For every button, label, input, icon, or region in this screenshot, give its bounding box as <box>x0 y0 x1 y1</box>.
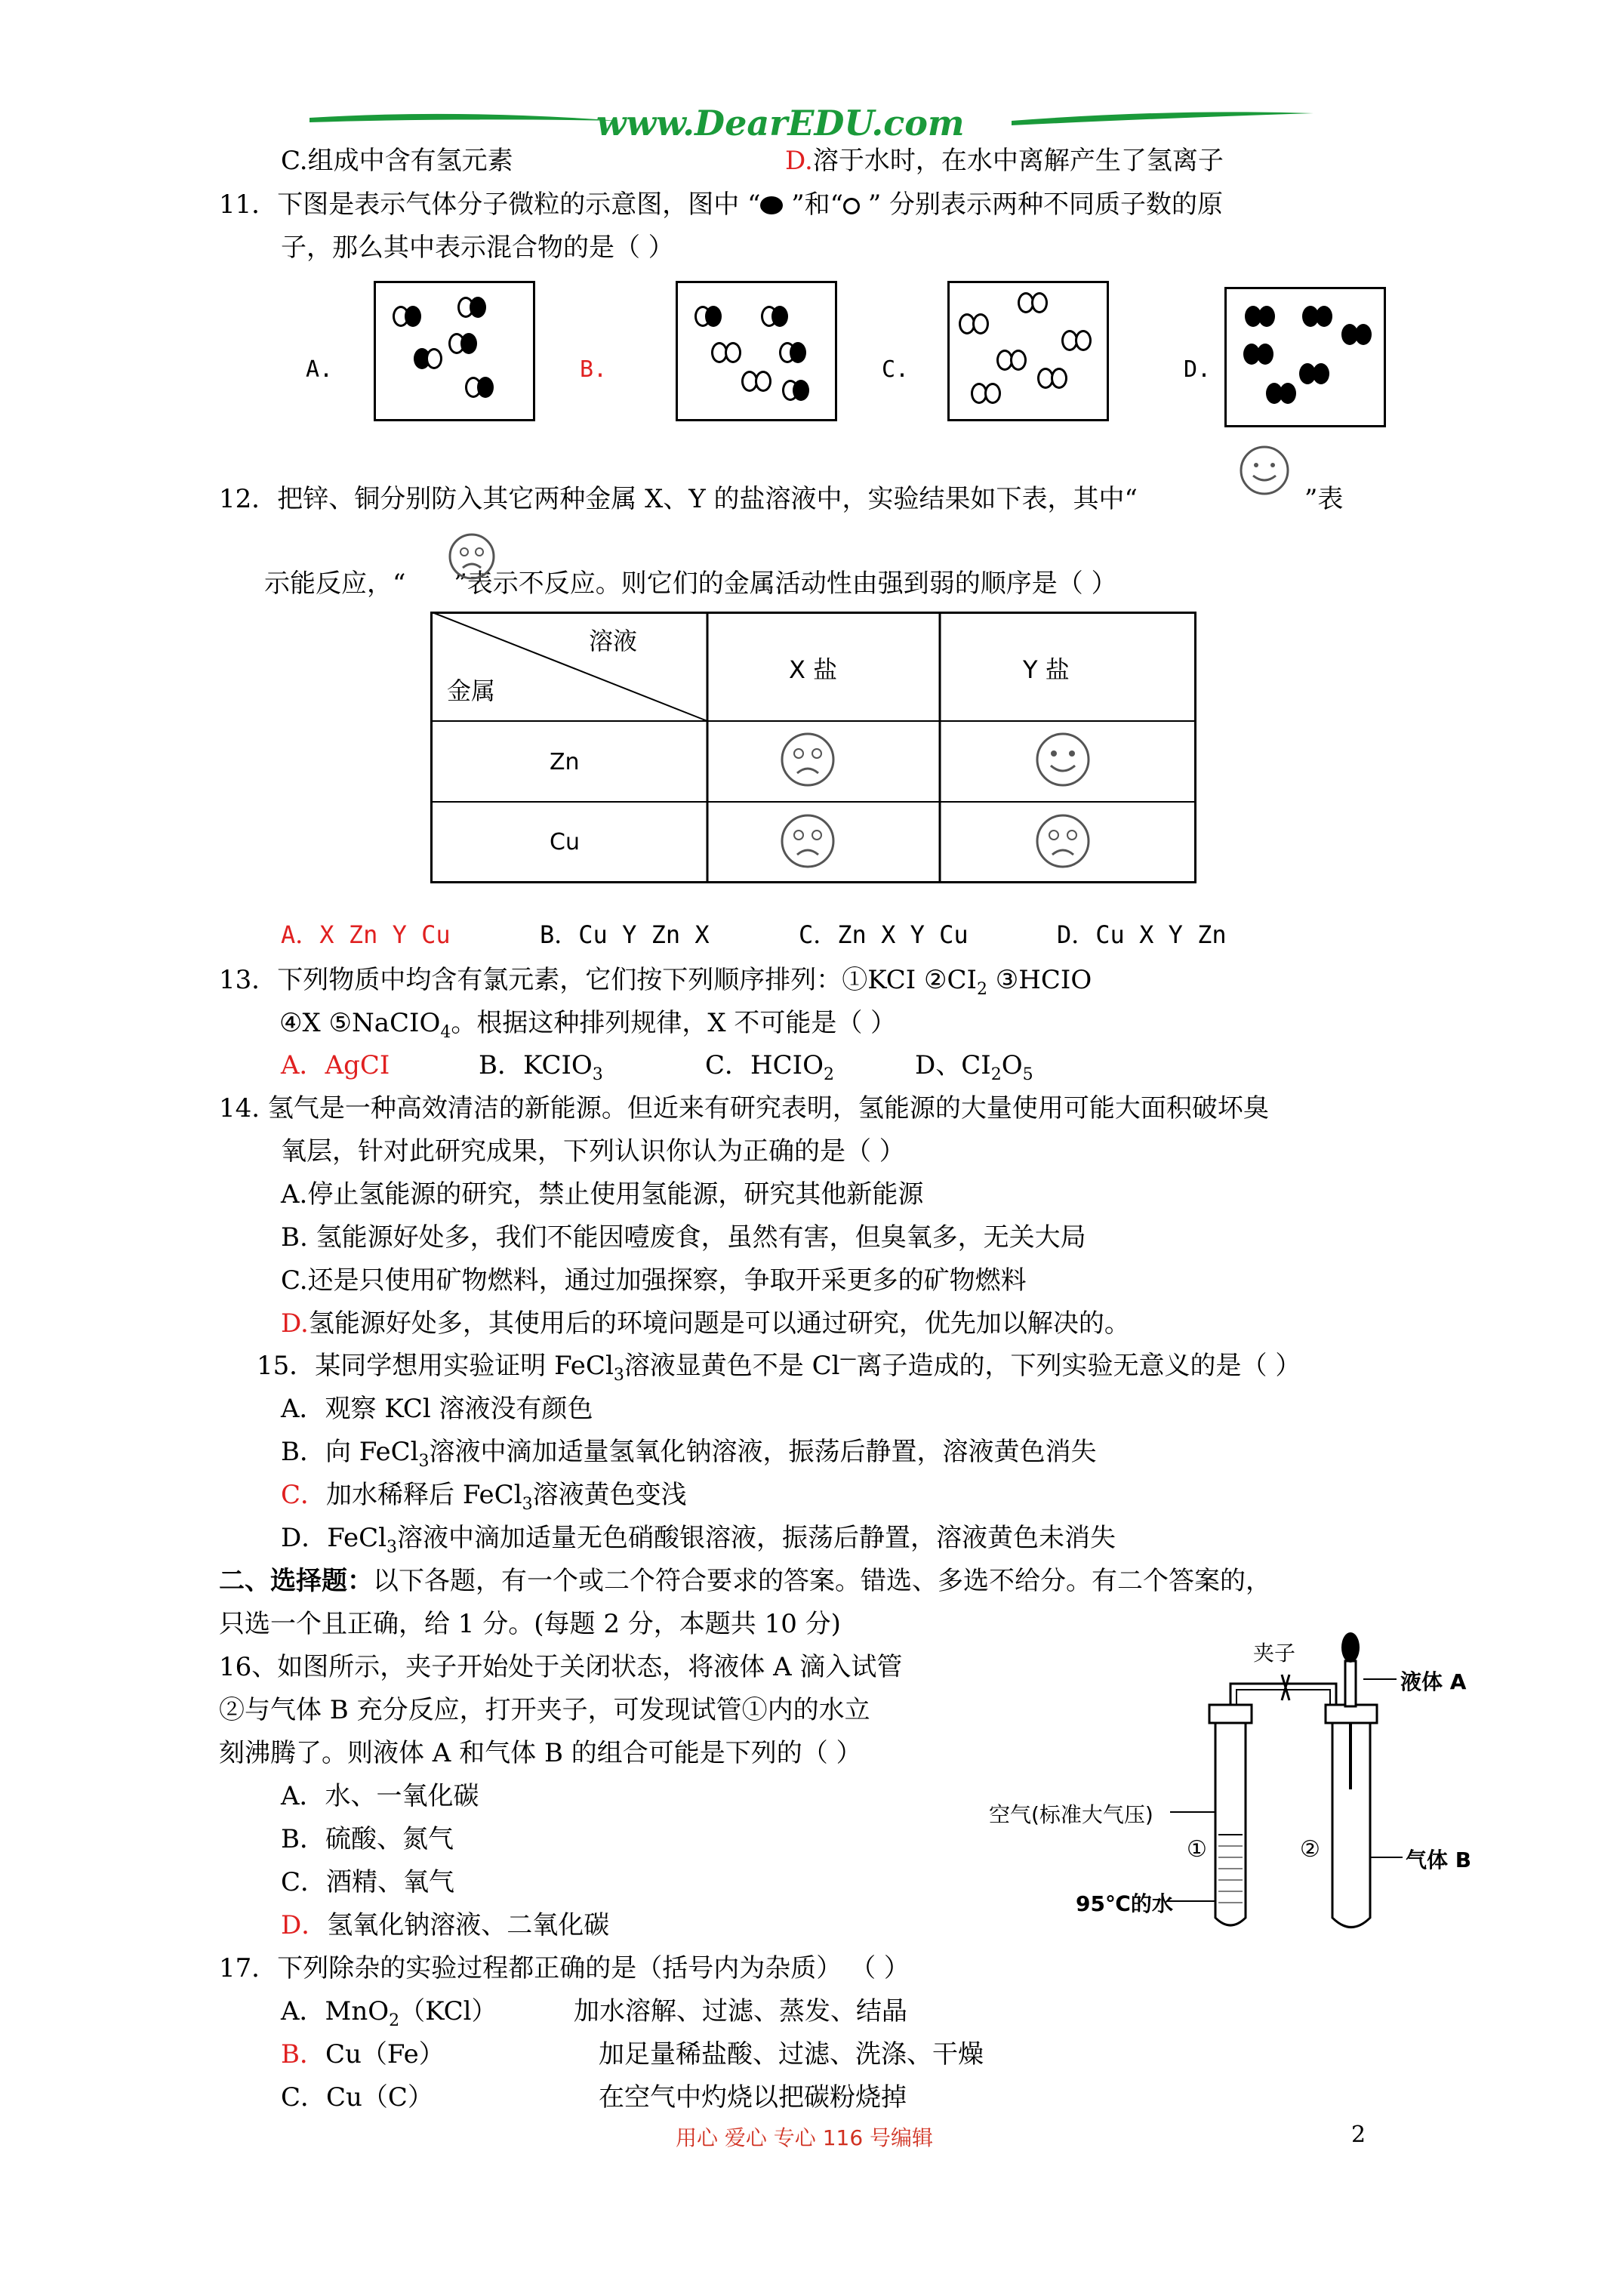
q16-apparatus-drawing <box>989 1631 1472 1933</box>
q14-option-d-text: 氢能源好处多，其使用后的环境问题是可以通过研究，优先加以解决的。 <box>308 1308 1130 1339</box>
q14-stem-line2: 氧层，针对此研究成果，下列认识你认为正确的是（ ） <box>281 1136 905 1166</box>
q12-stem-part2: ”表 <box>1304 484 1344 514</box>
q16-apparatus-figure <box>989 1631 1472 1933</box>
logo-text: www.DearEDU.com <box>596 103 965 143</box>
q16-option-d-text: 氢氧化钠溶液、二氧化碳 <box>327 1910 610 1940</box>
q16-stem-line3: 刻沸腾了。则液体 A 和气体 B 的组合可能是下列的（ ） <box>219 1738 862 1768</box>
q11-stem-part2: ”和“ <box>783 190 844 220</box>
q13-option-b-text: B．KCIO <box>479 1050 593 1080</box>
q11-stem-part1: 11．下图是表示气体分子微粒的示意图，图中 “ <box>219 190 761 220</box>
q13-option-d <box>915 1050 1033 1084</box>
q17-stem: 17．下列除杂的实验过程都正确的是（括号内为杂质） （ ） <box>219 1953 910 1983</box>
q12-table-corner-solution: 溶液 <box>589 627 638 655</box>
section2-instructions-line2: 只选一个且正确，给 1 分。(每题 2 分，本题共 10 分) <box>219 1609 841 1639</box>
q14-option-d <box>281 1302 1130 1339</box>
q12-option-a: A．X Zn Y Cu <box>281 920 451 949</box>
q15-stem-part2: 溶液显黄色不是 Cl <box>624 1351 840 1381</box>
q12-option-b: B．Cu Y Zn X <box>540 920 710 949</box>
q13-stem1-end: ③HCIO <box>987 965 1092 995</box>
q11-label-d: D. <box>1184 356 1212 383</box>
q13-option-c <box>705 1044 915 1084</box>
q14-option-c: C.还是只使用矿物燃料，通过加强探察，争取开采更多的矿物燃料 <box>281 1265 1027 1296</box>
q13-option-c-text: C．HCIO <box>705 1050 824 1080</box>
smiley-face-icon <box>1238 444 1291 497</box>
section2-instructions-line1: 以下各题，有一个或二个符合要求的答案。错选、多选不给分。有二个答案的， <box>373 1566 1271 1596</box>
q14-option-b: B. 氢能源好处多，我们不能因噎废食，虽然有害，但臭氧多，无关大局 <box>281 1222 1086 1253</box>
q15-option-c-part1: 加水稀释后 FeCl <box>326 1480 522 1510</box>
q11-box-c <box>947 281 1109 421</box>
q15-option-c-sub: 3 <box>522 1495 533 1514</box>
q16-label-liquid-a: 液体 A <box>1400 1669 1467 1694</box>
q11-box-d <box>1224 287 1386 427</box>
q17-option-a-part1: A．MnO <box>281 1996 390 2026</box>
q15-option-d-part2: 溶液中滴加适量无色硝酸银溶液，振荡后静置，溶液黄色未消失 <box>397 1523 1116 1553</box>
q16-label-tube1: ① <box>1187 1836 1207 1863</box>
q15-stem-sup: — <box>839 1349 857 1368</box>
header-logo <box>302 103 1321 143</box>
q12-stem-line2 <box>264 562 1117 599</box>
q13-option-d-sub1: 2 <box>990 1065 1002 1084</box>
q15-option-b-sub: 3 <box>418 1452 430 1471</box>
q13-option-d-sub2: 5 <box>1022 1065 1033 1084</box>
q14-option-d-letter: D. <box>281 1308 309 1339</box>
q11-label-c: C. <box>882 356 910 383</box>
q13-options <box>281 1044 1033 1084</box>
q11-stem-line1 <box>219 183 1223 220</box>
q13-option-d-o: O <box>1001 1050 1023 1080</box>
sad-face-icon <box>779 812 836 870</box>
q16-option-a: A．水、一氧化碳 <box>281 1781 479 1811</box>
q13-option-b <box>479 1044 705 1084</box>
q10-option-d-letter: D. <box>785 146 813 176</box>
sad-face-icon <box>779 731 836 788</box>
q12-table-header-x-salt: X 盐 <box>789 655 838 684</box>
q16-option-d <box>281 1904 609 1941</box>
q12-stem2-part1: 示能反应，“ <box>264 569 406 599</box>
smiley-face-icon <box>1034 731 1092 788</box>
q11-stem-part3: ” 分别表示两种不同质子数的原 <box>860 190 1224 220</box>
q12-option-d: D．Cu X Y Zn <box>1057 920 1227 949</box>
q10-option-d-text: 溶于水时，在水中离解产生了氢离子 <box>812 146 1224 176</box>
q13-stem2-sub: 4 <box>440 1023 451 1042</box>
q13-stem2-text: ④X ⑤NaCIO <box>279 1008 441 1038</box>
q15-option-a: A．观察 KCl 溶液没有颜色 <box>281 1394 593 1424</box>
q15-option-b-part2: 溶液中滴加适量氢氧化钠溶液，振荡后静置，溶液黄色消失 <box>429 1437 1097 1467</box>
q17-option-c: C．Cu（C） <box>281 2082 433 2113</box>
q15-stem <box>257 1345 1301 1385</box>
q13-option-b-sub: 3 <box>592 1065 603 1084</box>
q15-option-d-part1: D．FeCl <box>281 1523 387 1553</box>
q13-option-a: A．AgCI <box>281 1050 390 1080</box>
q14-option-a: A.停止氢能源的研究，禁止使用氢能源，研究其他新能源 <box>281 1179 924 1210</box>
q11-label-a: A. <box>306 356 334 383</box>
q16-label-tube2: ② <box>1300 1836 1320 1863</box>
q16-label-water: 95℃的水 <box>1076 1891 1173 1916</box>
q15-option-d-sub: 3 <box>387 1538 398 1557</box>
q12-table-row-cu: Cu <box>550 829 580 855</box>
sad-face-icon <box>447 532 497 581</box>
sad-face-icon <box>1034 812 1092 870</box>
q12-table-header-y-salt: Y 盐 <box>1023 655 1070 684</box>
q15-stem-part3: 离子造成的，下列实验无意义的是（ ） <box>856 1351 1301 1381</box>
page-number: 2 <box>1351 2122 1366 2148</box>
q13-stem1-sub: 2 <box>976 980 987 999</box>
q13-stem-line2 <box>279 1002 896 1042</box>
q17-option-b-method: 加足量稀盐酸、过滤、洗涤、干燥 <box>599 2039 984 2069</box>
q14-stem-line1: 14. 氢气是一种高效清洁的新能源。但近来有研究表明，氢能源的大量使用可能大面积破坏臭 <box>219 1093 1269 1123</box>
q12-stem-line1 <box>219 478 1138 515</box>
q15-option-d <box>281 1517 1116 1557</box>
q13-stem1-text: 13．下列物质中均含有氯元素，它们按下列顺序排列：①KCI ②CI <box>219 965 977 995</box>
q15-option-b <box>281 1431 1097 1471</box>
q17-option-a-method: 加水溶解、过滤、蒸发、结晶 <box>574 1996 907 2026</box>
q16-label-air: 空气(标准大气压) <box>989 1802 1153 1827</box>
q15-option-c <box>281 1474 687 1514</box>
q12-table-row-zn: Zn <box>550 749 580 775</box>
q16-option-d-letter: D． <box>281 1910 328 1940</box>
q17-option-b-letter: B． <box>281 2039 325 2069</box>
footer-text: 用心 爱心 专心 116 号编辑 <box>676 2125 934 2150</box>
filled-atom-icon <box>760 196 783 214</box>
q12-stem2-part2: ”表示不反应。则它们的金属活动性由强到弱的顺序是（ ） <box>454 569 1117 599</box>
open-atom-icon <box>843 198 860 214</box>
q16-label-clamp: 夹子 <box>1253 1641 1296 1666</box>
q16-option-b: B．硫酸、氮气 <box>281 1824 454 1854</box>
q13-stem2-end: 。根据这种排列规律，X 不可能是（ ） <box>451 1008 897 1038</box>
section2-header <box>219 1560 1271 1597</box>
section2-title: 二、选择题： <box>219 1566 373 1596</box>
q10-option-d <box>785 140 1224 177</box>
q10-option-c: C.组成中含有氢元素 <box>281 146 513 176</box>
q16-label-gas-b: 气体 B <box>1406 1848 1472 1872</box>
q11-box-b <box>676 281 837 421</box>
q17-option-a <box>281 1990 497 2030</box>
q17-option-a-part2: （KCl） <box>399 1996 497 2026</box>
q13-option-d-text: D、CI <box>915 1050 991 1080</box>
q17-option-a-sub: 2 <box>389 2011 400 2030</box>
q12-stem-part1: 12．把锌、铜分别防入其它两种金属 X、Y 的盐溶液中，实验结果如下表，其中“ <box>219 484 1138 514</box>
q17-option-b <box>281 2033 445 2070</box>
q17-option-b-part1: Cu（Fe） <box>325 2039 445 2069</box>
q16-option-c: C．酒精、氧气 <box>281 1867 455 1897</box>
q12-results-table <box>430 612 1196 883</box>
q15-option-c-letter: C． <box>281 1480 327 1510</box>
q16-stem-line2: ②与气体 B 充分反应，打开夹子，可发现试管①内的水立 <box>219 1695 870 1725</box>
q13-option-c-sub: 2 <box>823 1065 834 1084</box>
q12-option-c: C．Zn X Y Cu <box>799 920 969 949</box>
q17-option-c-method: 在空气中灼烧以把碳粉烧掉 <box>599 2082 907 2113</box>
q15-stem-part1: 15．某同学想用实验证明 FeCl <box>257 1351 614 1381</box>
q15-stem-sub: 3 <box>613 1366 624 1385</box>
q11-label-b: B. <box>580 356 608 383</box>
q11-stem-line2: 子，那么其中表示混合物的是（ ） <box>281 233 674 263</box>
q16-stem-line1: 16、如图所示，夹子开始处于关闭状态，将液体 A 滴入试管 <box>219 1652 903 1682</box>
q15-option-c-part2: 溶液黄色变浅 <box>532 1480 687 1510</box>
q11-box-a <box>374 281 535 421</box>
q15-option-b-part1: B．向 FeCl <box>281 1437 419 1467</box>
q13-stem-line1 <box>219 959 1092 999</box>
q12-table-corner-metal: 金属 <box>447 676 496 705</box>
